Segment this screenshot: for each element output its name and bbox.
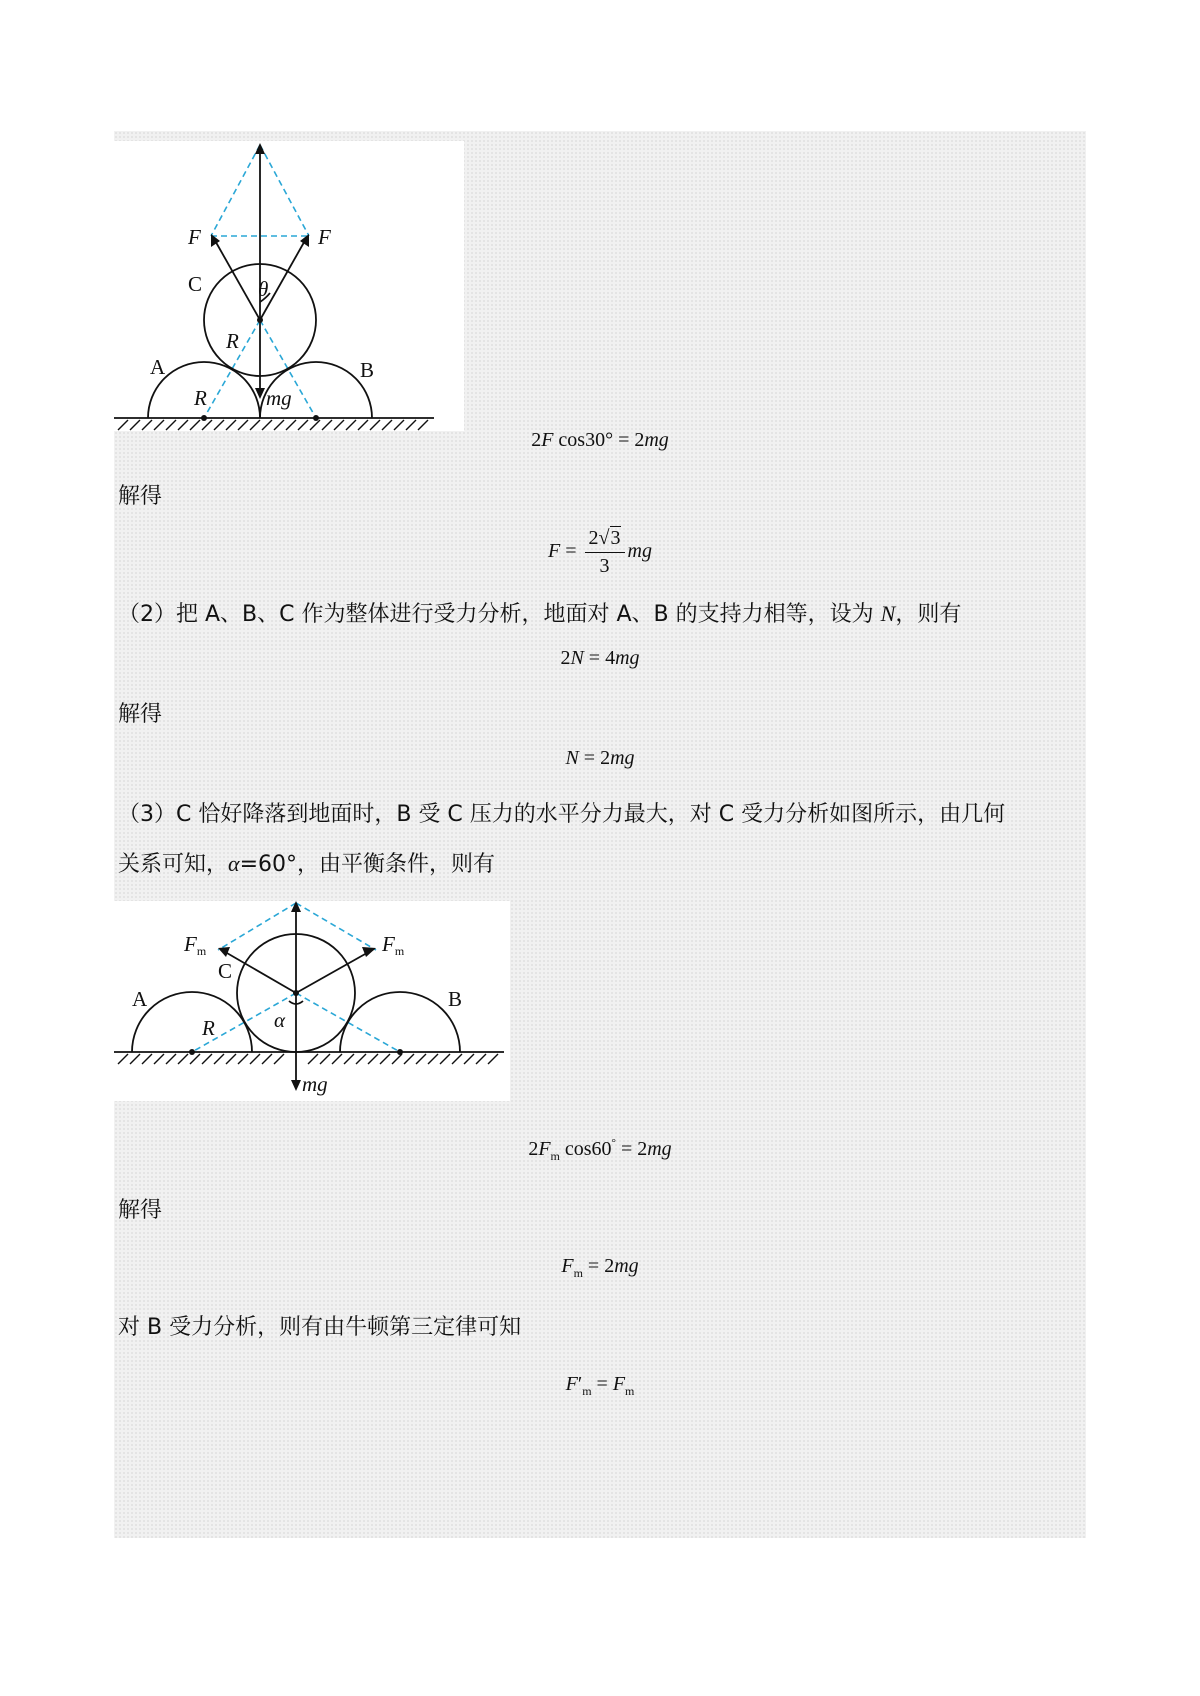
label-a: A: [132, 987, 148, 1011]
label-fm-left: Fm: [184, 932, 207, 958]
label-f-left: F: [188, 225, 201, 249]
force-diagram-2: [114, 901, 510, 1101]
text-jiede-1: 解得: [118, 484, 163, 509]
equation-5: $2F_m$ cos60° = 2mg: [528, 1137, 672, 1163]
text-jiede-2: 解得: [118, 702, 163, 727]
ground-hatch-2: [118, 1054, 498, 1064]
label-c: C: [188, 272, 203, 296]
label-r-upper: R: [226, 329, 239, 353]
paragraph-3-line-2: 关系可知，α=60°，由平衡条件，则有: [118, 851, 496, 877]
equation-7: $F'_m = F_m$: [565, 1373, 635, 1398]
fraction: $\frac{2√3}{3}$: [585, 527, 625, 578]
label-mg: mg: [266, 386, 292, 410]
solution-content: [114, 131, 1086, 1538]
half-ball-b: [340, 992, 460, 1052]
f-left-arrow-line: [213, 237, 260, 320]
text-jiede-3: 解得: [118, 1198, 163, 1223]
label-b: B: [360, 358, 375, 382]
equation-2: F = $\frac{2√3}{3}$ mg: [548, 527, 652, 577]
equation-1: 2F cos30° = 2mg: [531, 429, 669, 451]
label-c: C: [218, 959, 233, 983]
equation-3: 2N = 4mg: [560, 647, 640, 669]
half-ball-a: [132, 992, 252, 1052]
label-alpha: α: [274, 1008, 286, 1032]
equation-4: N = 2mg: [565, 747, 635, 769]
paragraph-3-line-1: （3）C 恰好降落到地面时，B 受 C 压力的水平分力最大，对 C 受力分析如图所示，由几何: [118, 802, 1006, 827]
label-theta: θ: [258, 277, 269, 301]
paragraph-4: 对 B 受力分析，则有由牛顿第三定律可知: [118, 1315, 522, 1340]
label-r: R: [202, 1016, 215, 1040]
paragraph-2: （2）把 A、B、C 作为整体进行受力分析，地面对 A、B 的支持力相等，设为 N，则有: [118, 601, 962, 627]
label-b: B: [448, 987, 463, 1011]
label-r-lower: R: [194, 386, 207, 410]
label-a: A: [150, 355, 166, 379]
fm-right-arrow-line: [296, 949, 374, 993]
label-mg: mg: [302, 1072, 328, 1096]
force-diagram-1: [114, 141, 464, 431]
label-f-right: F: [318, 225, 331, 249]
label-fm-right: Fm: [382, 932, 405, 958]
equation-6: $F_m = 2mg$: [561, 1255, 639, 1280]
